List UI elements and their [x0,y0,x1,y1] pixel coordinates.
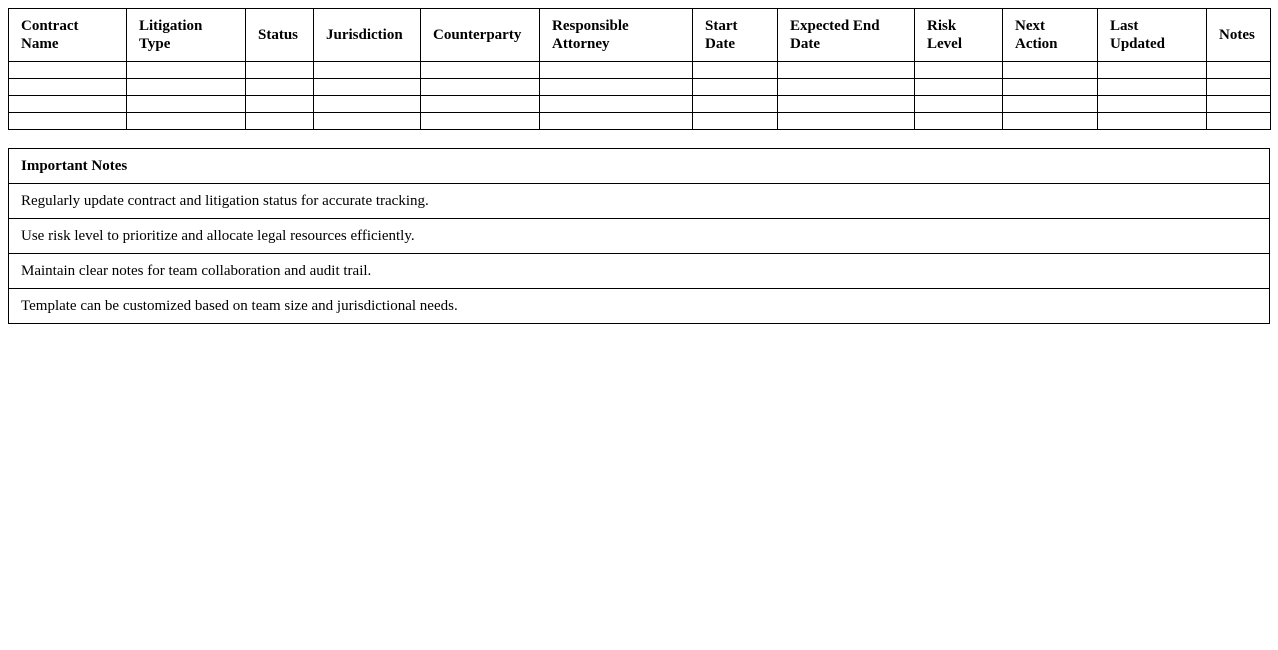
header-contract-name: Contract Name [9,9,127,62]
header-jurisdiction: Jurisdiction [314,9,421,62]
table-cell[interactable] [421,79,540,96]
table-cell[interactable] [9,79,127,96]
table-cell[interactable] [1003,62,1098,79]
note-row [9,289,1270,324]
table-cell[interactable] [540,79,693,96]
table-row [9,96,1271,113]
table-cell[interactable] [314,113,421,130]
header-notes: Notes [1207,9,1271,62]
table-cell[interactable] [540,96,693,113]
table-cell[interactable] [778,113,915,130]
table-cell[interactable] [778,62,915,79]
header-counterparty: Counterparty [421,9,540,62]
table-cell[interactable] [1098,113,1207,130]
table-cell[interactable] [314,62,421,79]
table-cell[interactable] [540,62,693,79]
table-cell[interactable] [127,113,246,130]
table-row [9,62,1271,79]
table-cell[interactable] [1098,62,1207,79]
note-item: Use risk level to prioritize and allocate legal resources efficiently. [9,219,1270,254]
note-item: Regularly update contract and litigation status for accurate tracking. [9,184,1270,219]
table-cell[interactable] [1207,113,1271,130]
table-cell[interactable] [693,96,778,113]
table-header-row [9,9,1271,62]
table-cell[interactable] [421,62,540,79]
table-cell[interactable] [127,96,246,113]
table-row [9,113,1271,130]
table-cell[interactable] [127,79,246,96]
note-item: Template can be customized based on team size and jurisdictional needs. [9,289,1270,324]
table-cell[interactable] [421,113,540,130]
table-cell[interactable] [9,96,127,113]
table-cell[interactable] [915,62,1003,79]
table-cell[interactable] [127,62,246,79]
header-next-action: Next Action [1003,9,1098,62]
table-cell[interactable] [314,79,421,96]
table-cell[interactable] [9,113,127,130]
header-responsible-attorney: Responsible Attorney [540,9,693,62]
note-row [9,219,1270,254]
table-cell[interactable] [693,79,778,96]
note-row [9,184,1270,219]
header-risk-level: Risk Level [915,9,1003,62]
table-cell[interactable] [314,96,421,113]
note-item: Maintain clear notes for team collaboration and audit trail. [9,254,1270,289]
header-status: Status [246,9,314,62]
table-cell[interactable] [246,96,314,113]
page-content [8,8,1270,324]
note-row [9,254,1270,289]
table-cell[interactable] [1003,113,1098,130]
contract-tracker-table [8,8,1271,130]
table-cell[interactable] [1003,96,1098,113]
table-cell[interactable] [915,79,1003,96]
table-cell[interactable] [915,96,1003,113]
notes-heading-row [9,149,1270,184]
table-cell[interactable] [1207,62,1271,79]
table-cell[interactable] [693,62,778,79]
table-cell[interactable] [246,62,314,79]
important-notes-table [8,148,1270,324]
table-cell[interactable] [1098,96,1207,113]
table-cell[interactable] [778,96,915,113]
table-cell[interactable] [693,113,778,130]
table-cell[interactable] [9,62,127,79]
table-cell[interactable] [246,113,314,130]
table-cell[interactable] [778,79,915,96]
notes-heading: Important Notes [9,149,1270,184]
table-cell[interactable] [540,113,693,130]
table-cell[interactable] [421,96,540,113]
table-cell[interactable] [915,113,1003,130]
table-cell[interactable] [1207,79,1271,96]
table-cell[interactable] [1207,96,1271,113]
table-cell[interactable] [246,79,314,96]
header-start-date: Start Date [693,9,778,62]
table-cell[interactable] [1003,79,1098,96]
table-cell[interactable] [1098,79,1207,96]
header-expected-end-date: Expected End Date [778,9,915,62]
table-row [9,79,1271,96]
header-litigation-type: Litigation Type [127,9,246,62]
header-last-updated: Last Updated [1098,9,1207,62]
